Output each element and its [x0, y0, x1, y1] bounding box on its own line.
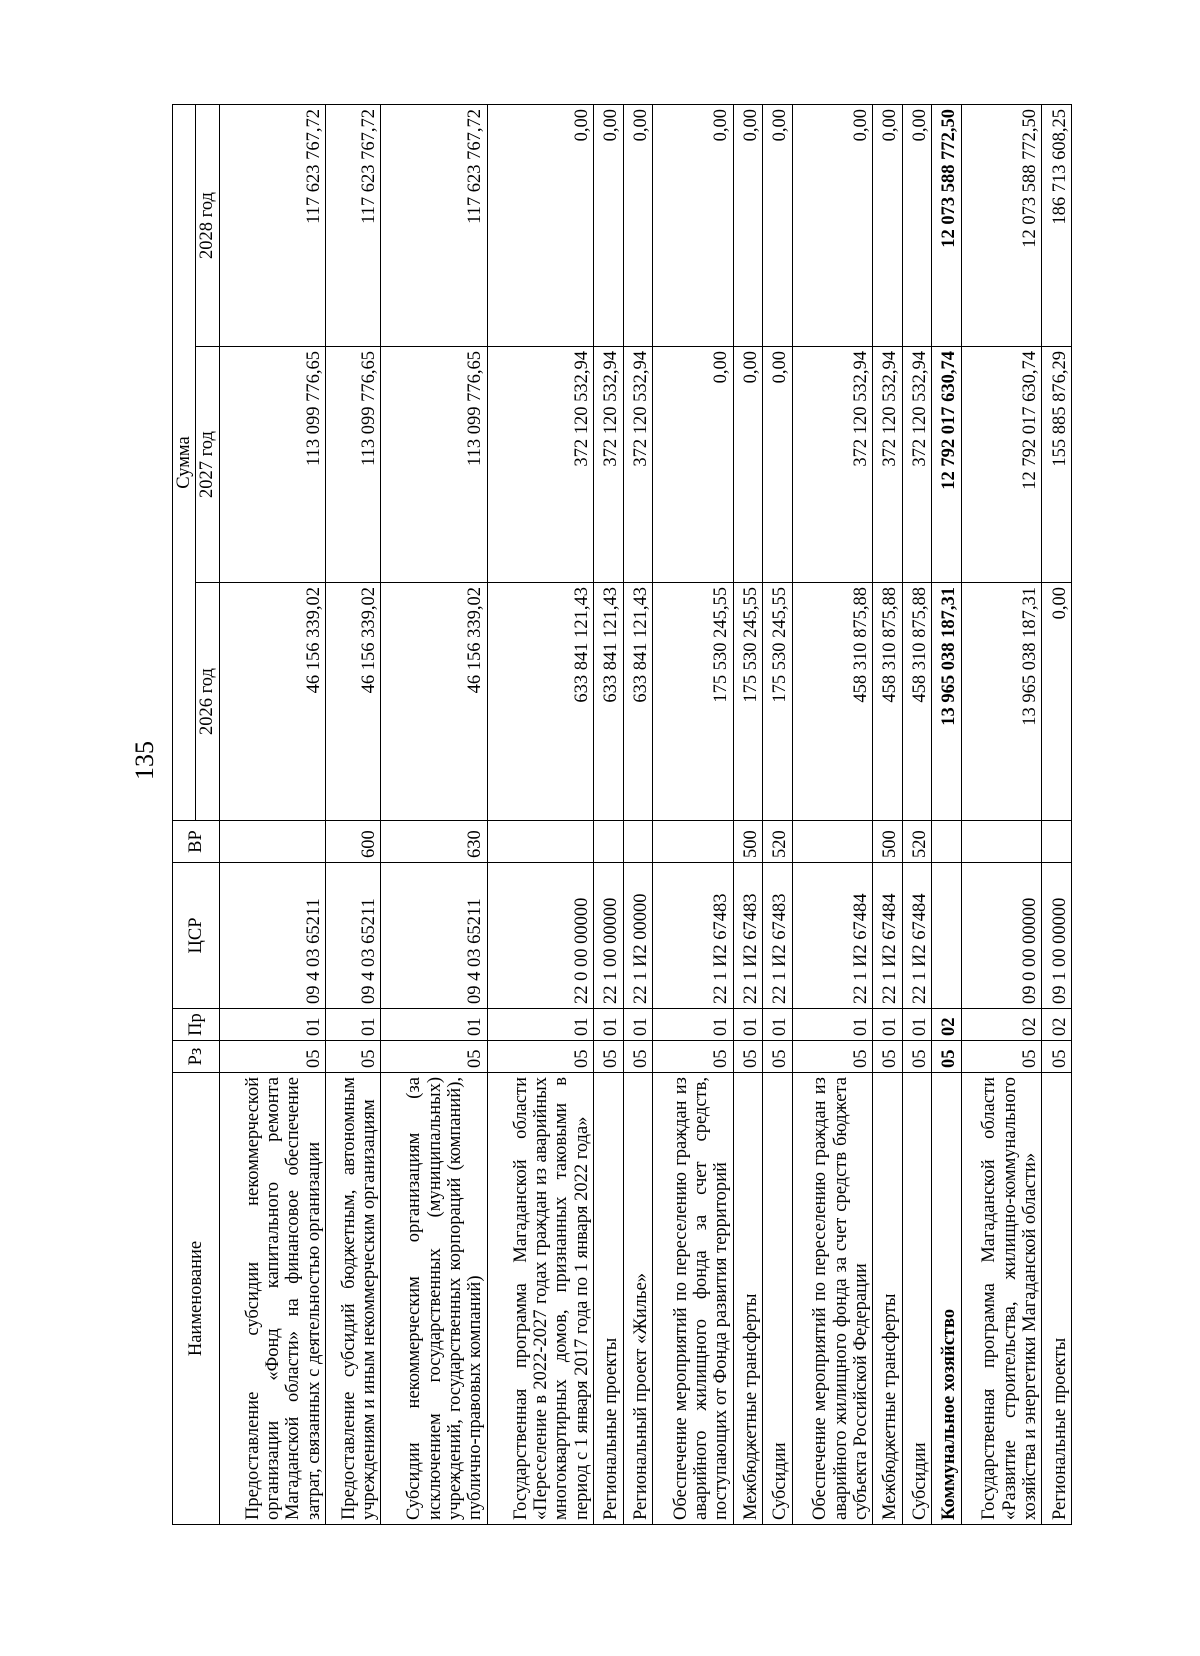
cell-vr [594, 821, 623, 863]
table-row [733, 104, 762, 1524]
cell-2026: 175 530 245,55 [733, 583, 762, 821]
cell-csr: 09 1 00 00000 [1042, 863, 1072, 1009]
cell-rz: 05 [594, 1041, 623, 1073]
table-row [326, 104, 381, 1524]
header-sum: Сумма [173, 104, 196, 820]
cell-2027: 12 792 017 630,74 [932, 347, 961, 583]
table-row [932, 104, 961, 1524]
cell-csr: 09 0 00 00000 [961, 863, 1042, 1009]
cell-2027: 155 885 876,29 [1042, 347, 1072, 583]
cell-name: Региональные проекты [1042, 1073, 1072, 1525]
header-2026: 2026 год [196, 583, 219, 821]
cell-csr: 22 1 И2 67484 [873, 863, 902, 1009]
cell-csr: 22 1 И2 67484 [902, 863, 931, 1009]
cell-2027: 113 099 776,65 [219, 347, 325, 583]
cell-2028: 12 073 588 772,50 [961, 104, 1042, 346]
cell-2026: 458 310 875,88 [902, 583, 931, 821]
cell-name: Субсидии некоммерческим организациям (за исключением государственных (муниципальных) учреждений, государственных корпораций (компаний), публично-правовых компаний) [381, 1073, 487, 1525]
cell-rz: 05 [932, 1041, 961, 1073]
cell-rz: 05 [733, 1041, 762, 1073]
cell-2028: 117 623 767,72 [219, 104, 325, 346]
cell-2026: 46 156 339,02 [326, 583, 381, 821]
cell-2026: 46 156 339,02 [219, 583, 325, 821]
cell-2028: 117 623 767,72 [326, 104, 381, 346]
cell-vr [487, 821, 593, 863]
cell-name: Предоставление субсидии некоммерческой организации «Фонд капитального ремонта Магаданской области» на финансовое обеспечение затрат, связанных с деятельностью организации [219, 1073, 325, 1525]
cell-vr [961, 821, 1042, 863]
cell-name: Межбюджетные трансферты [733, 1073, 762, 1525]
cell-vr [1042, 821, 1072, 863]
cell-name: Обеспечение мероприятий по переселению граждан из аварийного жилищного фонда за счет средств, поступающих от Фонда развития территорий [652, 1073, 733, 1525]
cell-pr: 01 [792, 1009, 873, 1041]
cell-csr: 22 0 00 00000 [487, 863, 593, 1009]
table-row [381, 104, 487, 1524]
header-csr: ЦСР [173, 863, 220, 1009]
cell-2027: 12 792 017 630,74 [961, 347, 1042, 583]
cell-name: Субсидии [902, 1073, 931, 1525]
cell-2028: 186 713 608,25 [1042, 104, 1072, 346]
cell-csr: 09 4 03 65211 [381, 863, 487, 1009]
cell-2026: 13 965 038 187,31 [932, 583, 961, 821]
cell-2026: 0,00 [1042, 583, 1072, 821]
cell-2028: 0,00 [873, 104, 902, 346]
cell-vr: 630 [381, 821, 487, 863]
cell-name: Обеспечение мероприятий по переселению граждан из аварийного жилищного фонда за счет средств бюджета субъекта Российской Федерации [792, 1073, 873, 1525]
cell-2028: 0,00 [487, 104, 593, 346]
cell-vr [623, 821, 652, 863]
cell-name: Субсидии [763, 1073, 792, 1525]
table-row [1042, 104, 1072, 1524]
cell-vr: 520 [763, 821, 792, 863]
rotated-table-frame [172, 105, 1072, 1525]
cell-csr: 09 4 03 65211 [326, 863, 381, 1009]
cell-2026: 13 965 038 187,31 [961, 583, 1042, 821]
table-row [961, 104, 1042, 1524]
cell-2027: 372 120 532,94 [623, 347, 652, 583]
cell-vr [219, 821, 325, 863]
cell-2028: 0,00 [594, 104, 623, 346]
cell-2028: 0,00 [652, 104, 733, 346]
cell-csr: 22 1 И2 67483 [733, 863, 762, 1009]
cell-pr: 01 [763, 1009, 792, 1041]
cell-2027: 372 120 532,94 [792, 347, 873, 583]
page-number: 135 [130, 741, 159, 780]
cell-name: Коммунальное хозяйство [932, 1073, 961, 1525]
header-2028: 2028 год [196, 104, 219, 346]
cell-csr: 09 4 03 65211 [219, 863, 325, 1009]
cell-2026: 46 156 339,02 [381, 583, 487, 821]
cell-rz: 05 [623, 1041, 652, 1073]
cell-pr: 01 [326, 1009, 381, 1041]
cell-2028: 0,00 [733, 104, 762, 346]
table-body [219, 104, 1071, 1524]
cell-2027: 113 099 776,65 [381, 347, 487, 583]
cell-2027: 372 120 532,94 [594, 347, 623, 583]
cell-rz: 05 [219, 1041, 325, 1073]
cell-2027: 372 120 532,94 [902, 347, 931, 583]
cell-rz: 05 [873, 1041, 902, 1073]
cell-csr [932, 863, 961, 1009]
cell-rz: 05 [763, 1041, 792, 1073]
cell-vr: 500 [873, 821, 902, 863]
header-2027: 2027 год [196, 347, 219, 583]
cell-2026: 633 841 121,43 [487, 583, 593, 821]
cell-2027: 113 099 776,65 [326, 347, 381, 583]
cell-pr: 01 [873, 1009, 902, 1041]
cell-name: Государственная программа Магаданской области «Развитие строительства, жилищно-коммунального хозяйства и энергетики Магаданской области» [961, 1073, 1042, 1525]
cell-pr: 01 [487, 1009, 593, 1041]
cell-rz: 05 [487, 1041, 593, 1073]
table-row [594, 104, 623, 1524]
cell-csr: 22 1 И2 67484 [792, 863, 873, 1009]
header-rz: Рз [173, 1041, 220, 1073]
cell-pr: 02 [1042, 1009, 1072, 1041]
cell-2027: 0,00 [763, 347, 792, 583]
cell-2027: 0,00 [733, 347, 762, 583]
cell-2026: 633 841 121,43 [594, 583, 623, 821]
table-row [763, 104, 792, 1524]
cell-2028: 117 623 767,72 [381, 104, 487, 346]
budget-table [172, 104, 1072, 1525]
cell-csr: 22 1 И2 00000 [623, 863, 652, 1009]
cell-rz: 05 [1042, 1041, 1072, 1073]
header-pr: Пр [173, 1009, 220, 1041]
cell-pr: 01 [594, 1009, 623, 1041]
cell-rz: 05 [961, 1041, 1042, 1073]
cell-rz: 05 [381, 1041, 487, 1073]
cell-vr: 520 [902, 821, 931, 863]
cell-2026: 175 530 245,55 [763, 583, 792, 821]
cell-2028: 0,00 [902, 104, 931, 346]
cell-2026: 458 310 875,88 [873, 583, 902, 821]
cell-pr: 01 [219, 1009, 325, 1041]
cell-2026: 458 310 875,88 [792, 583, 873, 821]
cell-2028: 0,00 [792, 104, 873, 346]
cell-rz: 05 [326, 1041, 381, 1073]
cell-rz: 05 [792, 1041, 873, 1073]
table-row [792, 104, 873, 1524]
cell-2027: 372 120 532,94 [487, 347, 593, 583]
cell-pr: 02 [961, 1009, 1042, 1041]
cell-vr [932, 821, 961, 863]
cell-vr [792, 821, 873, 863]
cell-2026: 633 841 121,43 [623, 583, 652, 821]
table-row [652, 104, 733, 1524]
cell-csr: 22 1 И2 67483 [763, 863, 792, 1009]
cell-pr: 01 [902, 1009, 931, 1041]
cell-name: Предоставление субсидий бюджетным, автономным учреждениям и иным некоммерческим организациям [326, 1073, 381, 1525]
cell-vr [652, 821, 733, 863]
cell-pr: 01 [652, 1009, 733, 1041]
cell-pr: 01 [381, 1009, 487, 1041]
cell-2028: 12 073 588 772,50 [932, 104, 961, 346]
table-row [219, 104, 325, 1524]
cell-csr: 22 1 И2 67483 [652, 863, 733, 1009]
cell-2028: 0,00 [763, 104, 792, 346]
cell-vr: 500 [733, 821, 762, 863]
table-row [902, 104, 931, 1524]
cell-rz: 05 [902, 1041, 931, 1073]
table-row [873, 104, 902, 1524]
table-row [623, 104, 652, 1524]
cell-rz: 05 [652, 1041, 733, 1073]
cell-2027: 0,00 [652, 347, 733, 583]
cell-2028: 0,00 [623, 104, 652, 346]
cell-name: Региональный проект «Жилье» [623, 1073, 652, 1525]
cell-name: Государственная программа Магаданской области «Переселение в 2022-2027 годах граждан из аварийных многоквартирных домов, признанных таковыми в период с 1 января 2017 года по 1 января 2022 года» [487, 1073, 593, 1525]
cell-vr: 600 [326, 821, 381, 863]
header-name: Наименование [173, 1073, 220, 1525]
header-vr: ВР [173, 821, 220, 863]
cell-name: Региональные проекты [594, 1073, 623, 1525]
cell-pr: 02 [932, 1009, 961, 1041]
cell-name: Межбюджетные трансферты [873, 1073, 902, 1525]
cell-2026: 175 530 245,55 [652, 583, 733, 821]
cell-csr: 22 1 00 00000 [594, 863, 623, 1009]
cell-2027: 372 120 532,94 [873, 347, 902, 583]
cell-pr: 01 [733, 1009, 762, 1041]
table-row [487, 104, 593, 1524]
header-row [173, 104, 196, 1524]
cell-pr: 01 [623, 1009, 652, 1041]
